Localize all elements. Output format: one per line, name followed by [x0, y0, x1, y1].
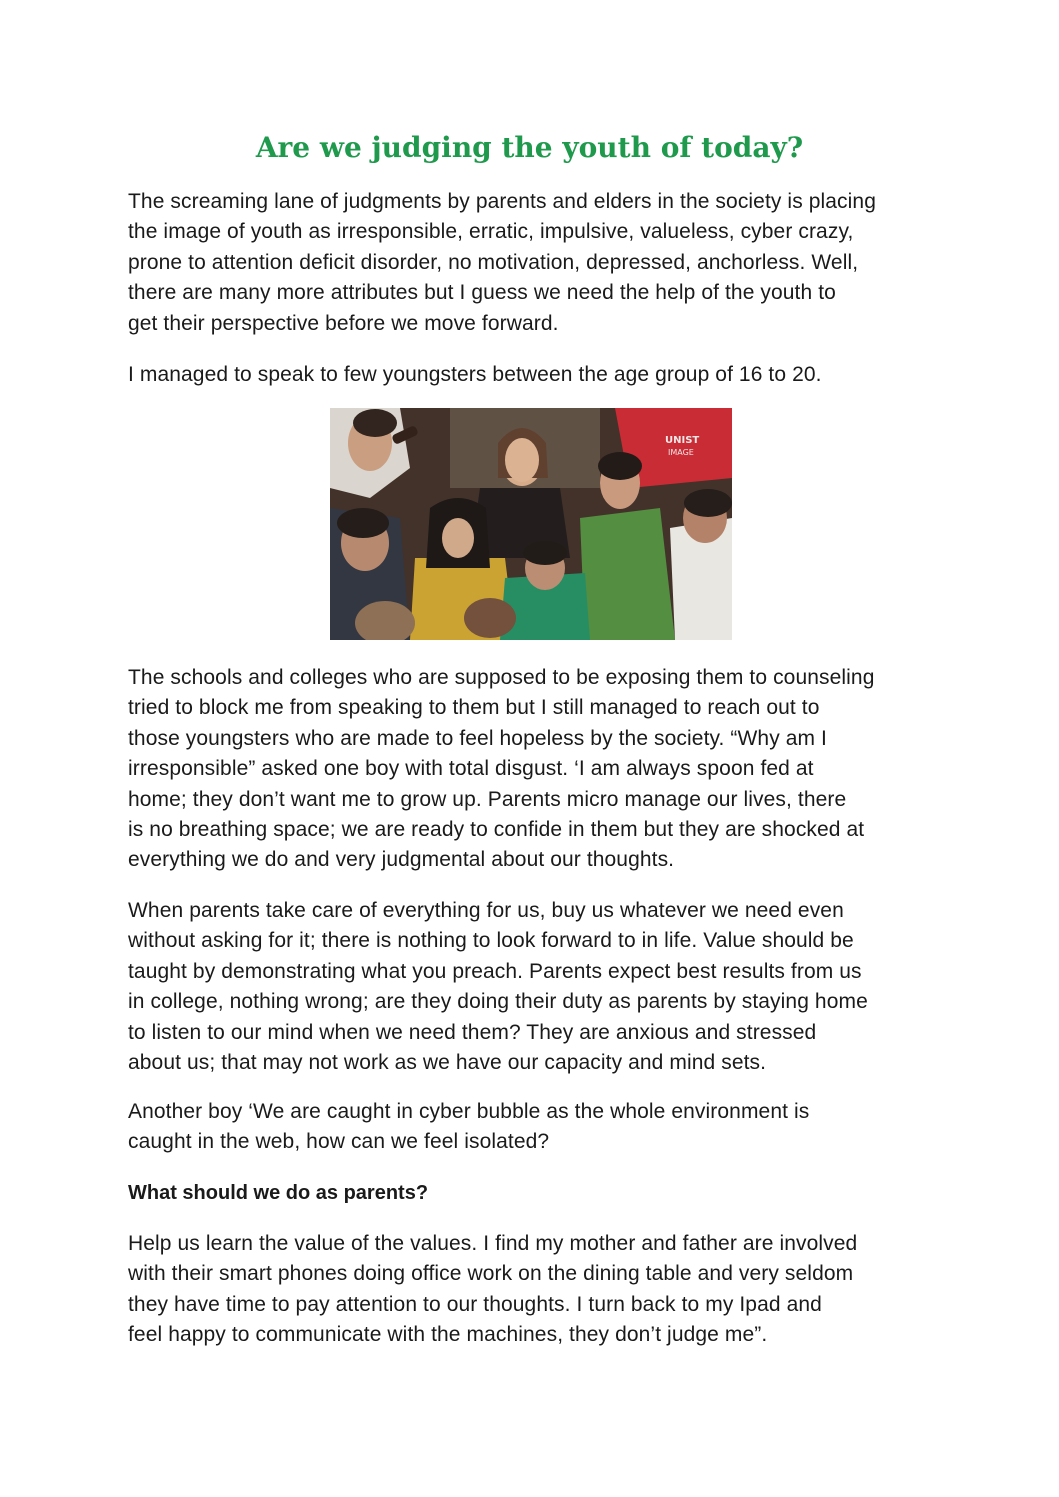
- crowd-illustration: [330, 408, 732, 640]
- text-line: in college, nothing wrong; are they doing their duty as parents by staying home: [128, 990, 868, 1014]
- paragraph-intro: [128, 187, 938, 339]
- paragraph-cyber-bubble: [128, 1097, 938, 1158]
- text-line: is no breathing space; we are ready to confide in them but they are shocked at: [128, 818, 865, 842]
- paragraph-youngsters: [128, 360, 938, 390]
- text-line: prone to attention deficit disorder, no motivation, depressed, anchorless. Well,: [128, 250, 859, 274]
- text-line: When parents take care of everything for us, buy us whatever we need even: [128, 899, 844, 922]
- text-line: caught in the web, how can we feel isolated?: [128, 1130, 550, 1154]
- crowd-photo: [330, 408, 732, 640]
- text-line: everything we do and very judgmental about our thoughts.: [128, 848, 675, 872]
- shirt-text-image: IMAGE: [668, 448, 694, 457]
- text-line: about us; that may not work as we have our capacity and mind sets.: [128, 1051, 767, 1075]
- paragraph-schools: [128, 663, 938, 876]
- paragraph-parents-care: [128, 896, 938, 1078]
- text-line: get their perspective before we move forward.: [128, 311, 559, 335]
- text-line: to listen to our mind when we need them? They are anxious and stressed: [128, 1020, 817, 1044]
- text-line: tried to block me from speaking to them but I still managed to reach out to: [128, 696, 820, 720]
- text-line: Another boy ‘We are caught in cyber bubble as the whole environment is: [128, 1100, 810, 1123]
- text-line: irresponsible” asked one boy with total disgust. ‘I am always spoon fed at: [128, 757, 814, 781]
- text-line: they have time to pay attention to our thoughts. I turn back to my Ipad and: [128, 1292, 822, 1316]
- text-line: there are many more attributes but I guess we need the help of the youth to: [128, 281, 836, 305]
- text-line: those youngsters who are made to feel hopeless by the society. “Why am I: [128, 726, 827, 750]
- text-line: home; they don’t want me to grow up. Parents micro manage our lives, there: [128, 787, 847, 811]
- text-line: I managed to speak to few youngsters between the age group of 16 to 20.: [128, 363, 822, 386]
- paragraph-values: [128, 1229, 938, 1351]
- text-line: The schools and colleges who are supposed to be exposing them to counseling: [128, 666, 875, 689]
- text-line: The screaming lane of judgments by parents and elders in the society is placing: [128, 190, 876, 213]
- text-line: taught by demonstrating what you preach. Parents expect best results from us: [128, 959, 862, 983]
- section-heading-parents: What should we do as parents?: [128, 1182, 429, 1204]
- text-line: with their smart phones doing office work on the dining table and very seldom: [128, 1262, 854, 1286]
- text-line: without asking for it; there is nothing to look forward to in life. Value should be: [128, 929, 854, 953]
- text-line: the image of youth as irresponsible, erratic, impulsive, valueless, cyber crazy,: [128, 220, 854, 244]
- shirt-text-unist: UNIST: [665, 435, 700, 446]
- text-line: Help us learn the value of the values. I find my mother and father are involved: [128, 1232, 858, 1255]
- article-title: Are we judging the youth of today?: [255, 131, 804, 164]
- text-line: feel happy to communicate with the machines, they don’t judge me”.: [128, 1323, 768, 1347]
